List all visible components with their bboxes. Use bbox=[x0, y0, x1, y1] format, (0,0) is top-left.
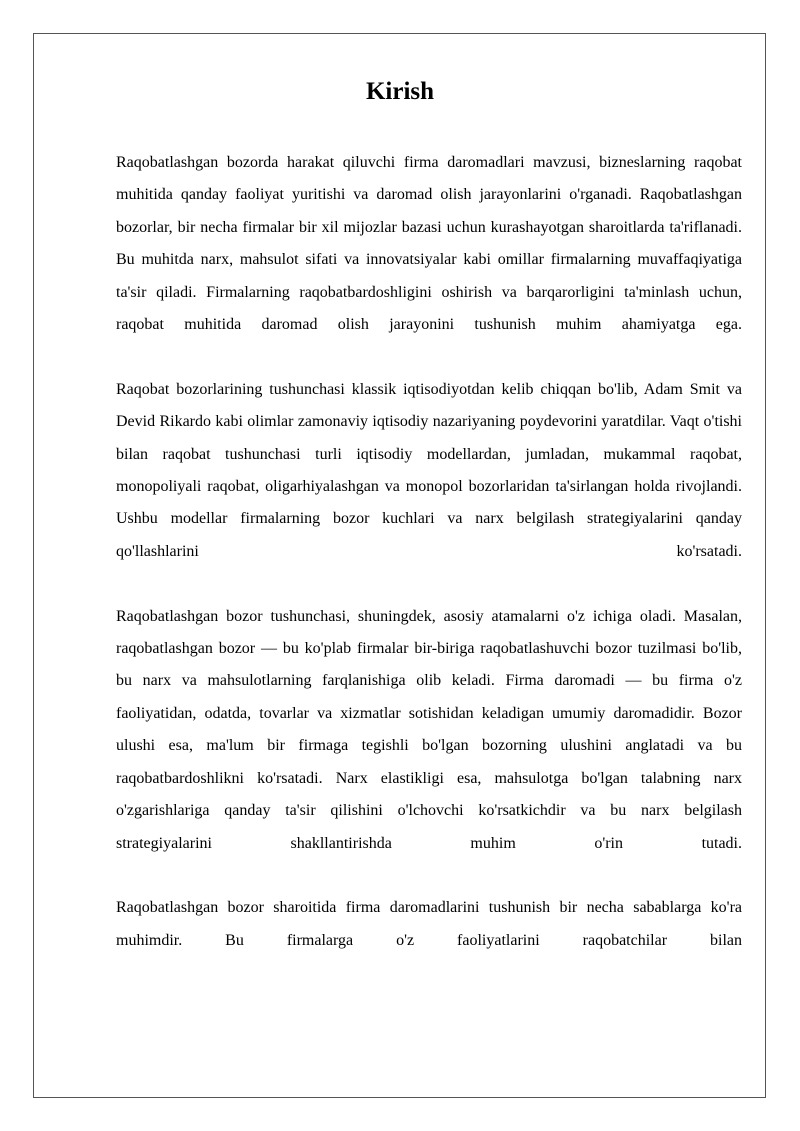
paragraph-importance: Raqobatlashgan bozor sharoitida firma daromadlarini tushunish bir necha sabablarga ko'ra muhimdir. Bu firmalarga o'z faoliyatlarini raqobatchilar bilan bbox=[116, 899, 742, 949]
paragraph-history: Raqobat bozorlarining tushunchasi klassik iqtisodiyotdan kelib chiqqan bo'lib, Adam Smit va Devid Rikardo kabi olimlar zamonaviy iqtisodiy nazariyaning poydevorini yaratdilar. Vaqt o'tishi bilan raqobat tushunchasi turli iqtisodiy modellardan, jumladan, mukammal raqobat, monopoliyali raqobat, oligarhiyalashgan va monopol bozorlaridan ta'sirlangan holda rivojlandi. Ushbu modellar firmalarning bozor kuchlari va narx belgilash strategiyalarini qanday qo'llashlarini ko'rsatadi. bbox=[116, 380, 742, 560]
paragraph-intro: Raqobatlashgan bozorda harakat qiluvchi firma daromadlari mavzusi, bizneslarning raqobat muhitida qanday faoliyat yuritishi va daromad olish jarayonlarini o'rganadi. Raqobatlashgan bozorlar, bir necha firmalar bir xil mijozlar bazasi uchun kurashayotgan sharoitlarda ta'riflanadi. Bu muhitda narx, mahsulot sifati va innovatsiyalar kabi omillar firmalarning muvaffaqiyatiga ta'sir qiladi. Firmalarning raqobatbardoshligini oshirish va barqarorligini ta'minlash uchun, raqobat muhitida daromad olish jarayonini tushunish muhim ahamiyatga ega. bbox=[116, 154, 742, 334]
document-title: Kirish bbox=[365, 78, 435, 105]
paragraph-terms: Raqobatlashgan bozor tushunchasi, shuningdek, asosiy atamalarni o'z ichiga oladi. Masalan, raqobatlashgan bozor — bu ko'plab firmalar bir-biriga raqobatlashuvchi bozor tuzilmasi bo'lib, bu narx va mahsulotlarning farqlanishiga olib keladi. Firma daromadi — bu firma o'z faoliyatidan, odatda, tovarlar va xizmatlar sotishidan keladigan umumiy daromadidir. Bozor ulushi esa, ma'lum bir firmaga tegishli bo'lgan bozorning ulushini anglatadi va bu raqobatbardoshlikni ko'rsatadi. Narx elastikligi esa, mahsulotga bo'lgan talabning narx o'zgarishlariga qanday ta'sir qilishini o'lchovchi ko'rsatkichdir va bu narx belgilash strategiyalarini shakllantirishda muhim o'rin tutadi. bbox=[116, 607, 742, 852]
document-body bbox=[116, 147, 742, 957]
